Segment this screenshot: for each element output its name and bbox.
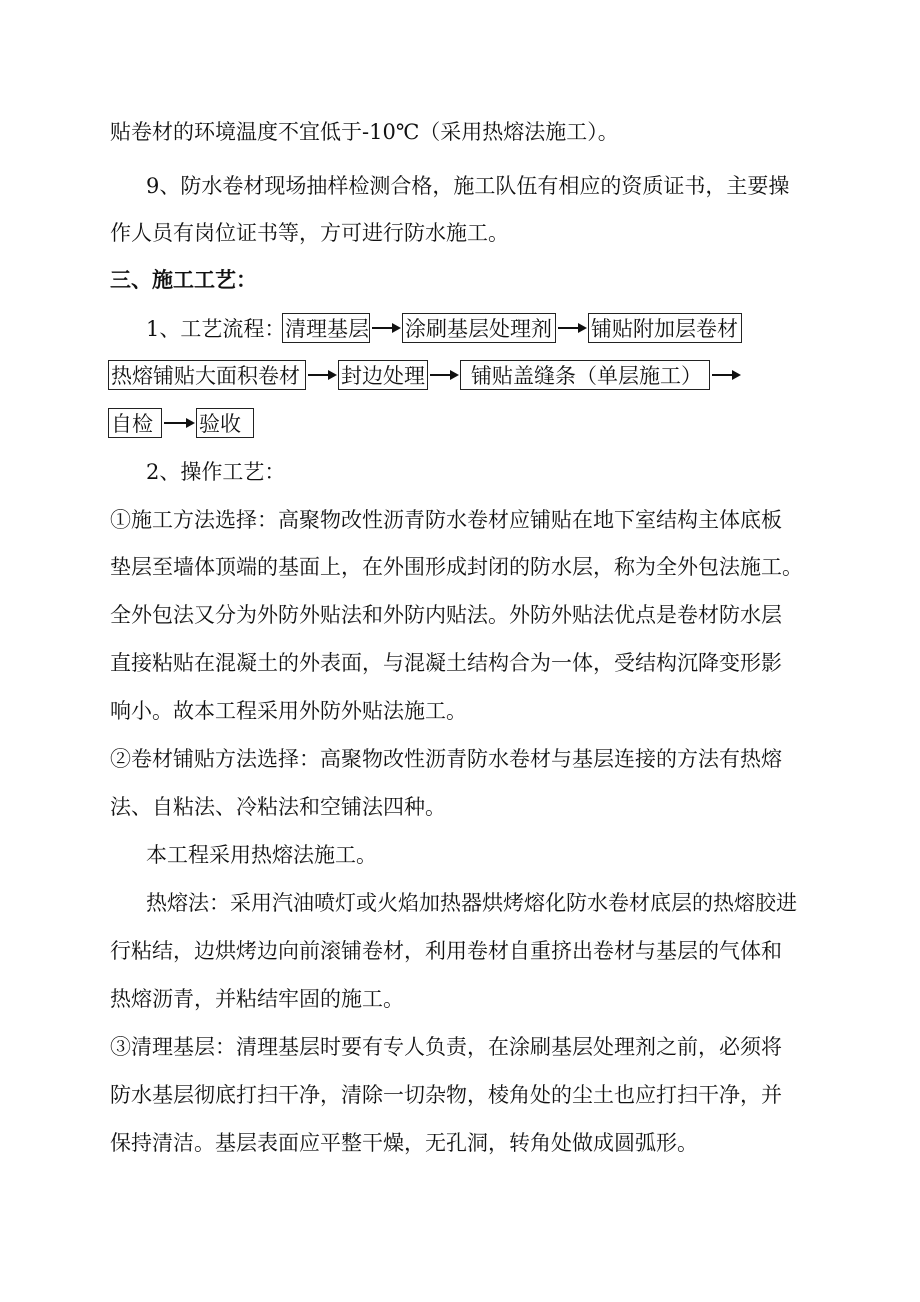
flow-step-self-check: 自检	[108, 408, 162, 438]
paragraph-line: 直接粘贴在混凝土的外表面，与混凝土结构合为一体，受结构沉降变形影	[110, 651, 782, 675]
arrow-icon	[306, 360, 338, 390]
paragraph-line: ②卷材铺贴方法选择：高聚物改性沥青防水卷材与基层连接的方法有热熔	[110, 747, 782, 771]
arrow-icon	[162, 408, 196, 438]
paragraph-line: 保持清洁。基层表面应平整干燥，无孔洞，转角处做成圆弧形。	[110, 1131, 698, 1155]
flow-step-seam-strip: 铺贴盖缝条（单层施工）	[460, 360, 710, 390]
flow-step-clean-base: 清理基层	[282, 313, 370, 343]
flow-step-primer: 涂刷基层处理剂	[402, 313, 556, 343]
paragraph-line: ①施工方法选择：高聚物改性沥青防水卷材应铺贴在地下室结构主体底板	[110, 508, 782, 532]
paragraph-line: 全外包法又分为外防外贴法和外防内贴法。外防外贴法优点是卷材防水层	[110, 603, 782, 627]
paragraph-line: 垫层至墙体顶端的基面上，在外围形成封闭的防水层，称为全外包法施工。	[110, 555, 803, 579]
paragraph-line: 作人员有岗位证书等，方可进行防水施工。	[110, 221, 509, 245]
paragraph-line: 响小。故本工程采用外防外贴法施工。	[110, 699, 467, 723]
paragraph-line: 贴卷材的环境温度不宜低于-10℃（采用热熔法施工）。	[110, 120, 619, 144]
paragraph-line: 本工程采用热熔法施工。	[146, 843, 377, 867]
paragraph-line: 防水基层彻底打扫干净，清除一切杂物，棱角处的尘土也应打扫干净，并	[110, 1083, 782, 1107]
flow-step-additional-layer: 铺贴附加层卷材	[588, 313, 742, 343]
section-heading: 三、施工工艺：	[110, 267, 257, 292]
flow-label: 1、工艺流程：	[146, 317, 286, 341]
paragraph-line: 热熔沥青，并粘结牢固的施工。	[110, 987, 404, 1011]
flow-step-hot-melt: 热熔铺贴大面积卷材	[108, 360, 306, 390]
paragraph-line: 行粘结，边烘烤边向前滚铺卷材，利用卷材自重挤出卷材与基层的气体和	[110, 939, 782, 963]
paragraph-line: ③清理基层：清理基层时要有专人负责，在涂刷基层处理剂之前，必须将	[110, 1035, 782, 1059]
subsection-heading: 2、操作工艺：	[146, 460, 286, 484]
arrow-icon	[556, 313, 588, 343]
paragraph-line: 法、自粘法、冷粘法和空铺法四种。	[110, 795, 446, 819]
flow-step-acceptance: 验收	[196, 408, 254, 438]
paragraph-line: 热熔法：采用汽油喷灯或火焰加热器烘烤熔化防水卷材底层的热熔胶进	[146, 891, 797, 915]
flow-step-edge-seal: 封边处理	[338, 360, 428, 390]
arrow-icon	[428, 360, 460, 390]
paragraph-line: 9、防水卷材现场抽样检测合格，施工队伍有相应的资质证书，主要操	[146, 174, 790, 198]
arrow-icon	[710, 360, 742, 390]
arrow-icon	[370, 313, 402, 343]
